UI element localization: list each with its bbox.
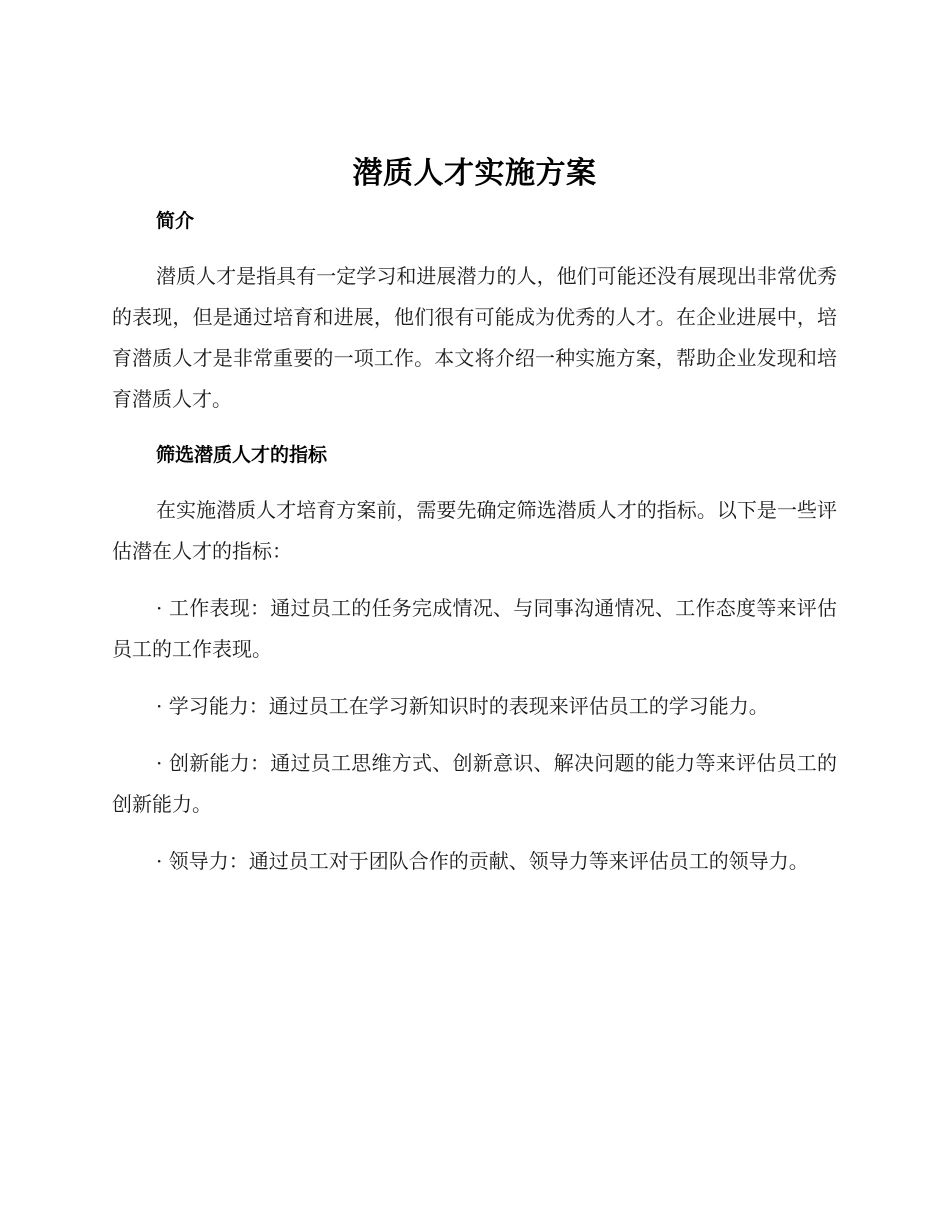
section-screening-indicators [112, 442, 837, 882]
section-heading-screening-indicators: 筛选潜质人才的指标 [156, 444, 328, 466]
section-heading-introduction: 简介 [156, 210, 195, 232]
indicator-item-leadership: · 领导力：通过员工对于团队合作的贡献、领导力等来评估员工的领导力。 [156, 849, 809, 873]
document-title: 潜质人才实施方案 [352, 156, 597, 191]
indicator-item-innovation-ability: · 创新能力：通过员工思维方式、创新意识、解决问题的能力等来评估员工的创新能力。 [112, 751, 837, 816]
screening-intro-paragraph: 在实施潜质人才培育方案前，需要先确定筛选潜质人才的指标。以下是一些评估潜在人才的指标： [112, 498, 837, 563]
indicator-item-work-performance: · 工作表现：通过员工的任务完成情况、与同事沟通情况、工作态度等来评估员工的工作表现。 [112, 596, 837, 661]
introduction-paragraph: 潜质人才是指具有一定学习和进展潜力的人，他们可能还没有展现出非常优秀的表现，但是通过培育和进展，他们很有可能成为优秀的人才。在企业进展中，培育潜质人才是非常重要的一项工作。本文将介绍一种实施方案，帮助企业发现和培育潜质人才。 [112, 264, 837, 411]
document-body [112, 148, 837, 898]
indicator-item-learning-ability: · 学习能力：通过员工在学习新知识时的表现来评估员工的学习能力。 [156, 694, 769, 718]
section-introduction [112, 208, 837, 420]
